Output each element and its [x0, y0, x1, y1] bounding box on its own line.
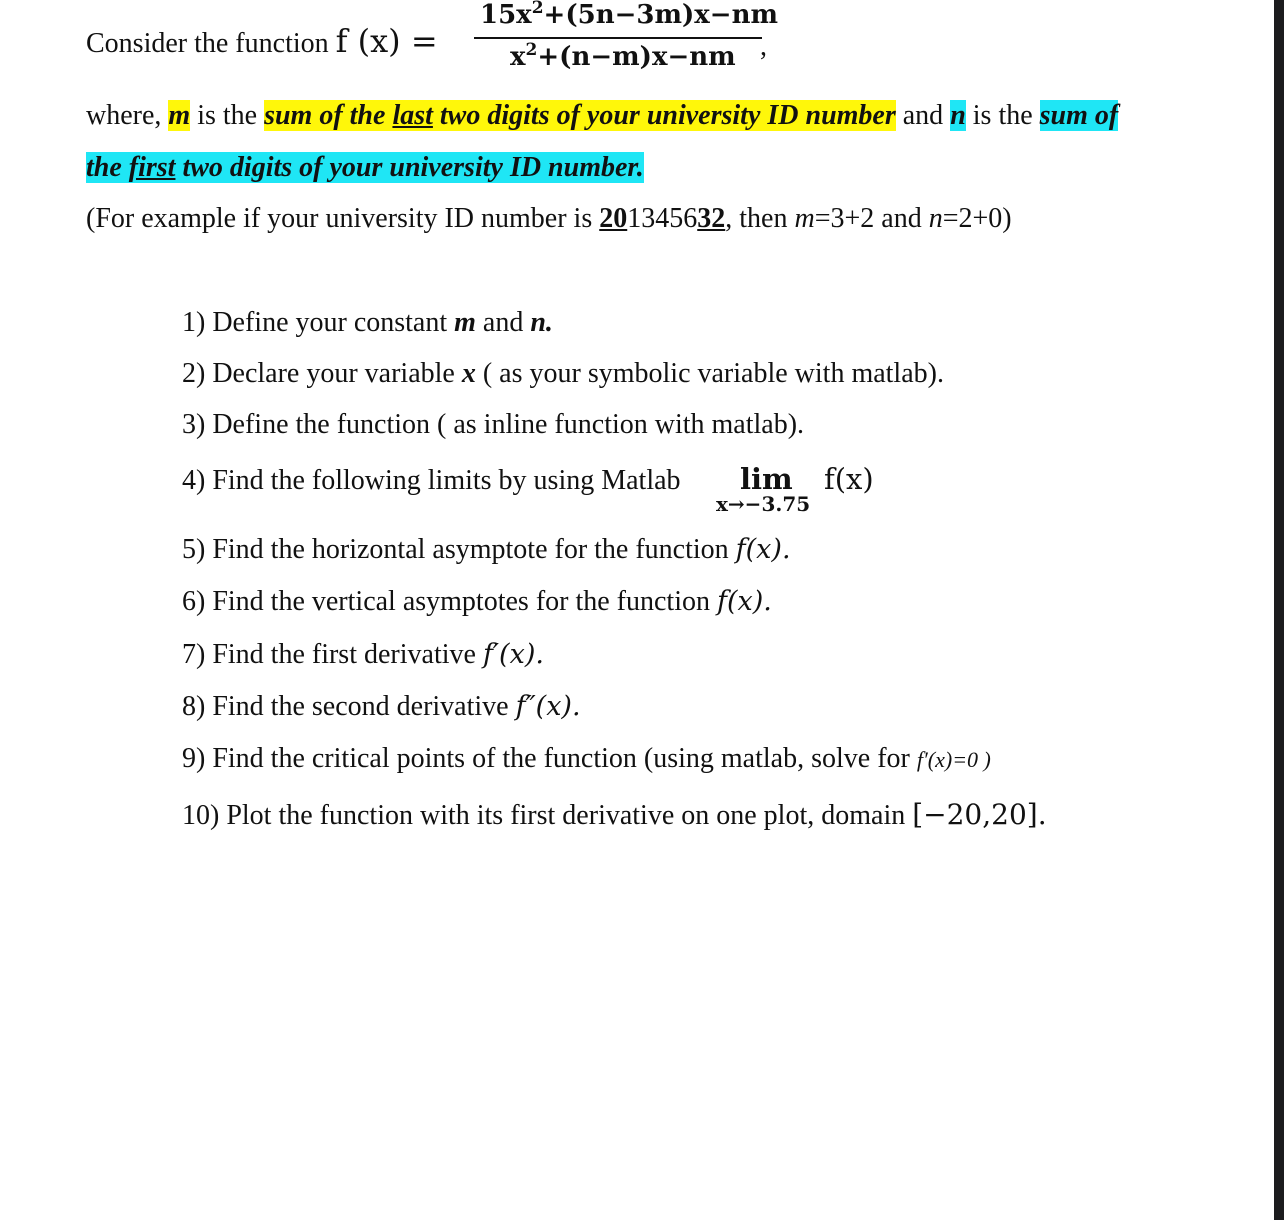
task-9 — [182, 742, 991, 777]
function-fraction — [474, 0, 779, 80]
function-lhs: f (x) = — [335, 22, 438, 60]
n-definition-highlight — [86, 152, 644, 183]
task-9-equation: f′(x)=0 ) — [916, 747, 991, 772]
example-n-value: =2+0) — [942, 203, 1012, 234]
id-first-digits: 20 — [599, 203, 628, 234]
where-text: where, — [86, 100, 162, 131]
task-5-fx: f(x). — [735, 534, 791, 565]
example-line — [86, 202, 1012, 236]
task-4-text: 4) Find the following limits by using Matlab — [182, 465, 681, 496]
id-last-digits: 32 — [697, 203, 726, 234]
task-2-text: 2) Declare your variable — [182, 358, 455, 389]
task-10-text: 10) Plot the function with its first derivative on one plot, domain — [182, 800, 906, 831]
task-1-n: n. — [530, 307, 553, 338]
where-is-the-2: is the — [972, 100, 1033, 131]
task-8 — [182, 690, 581, 724]
task-8-text: 8) Find the second derivative — [182, 691, 509, 722]
numerator-rest: +(5n−3m)x−nm — [543, 0, 779, 30]
denominator-lead: x — [510, 42, 526, 72]
numerator-lead: 15x — [480, 0, 532, 30]
task-1-m: m — [454, 307, 476, 338]
task-5 — [182, 533, 791, 567]
task-4 — [182, 464, 681, 498]
example-m-value: =3+2 and — [814, 203, 922, 234]
task-6-text: 6) Find the vertical asymptotes for the function — [182, 586, 710, 617]
task-7-text: 7) Find the first derivative — [182, 639, 476, 670]
where-and: and — [902, 100, 944, 131]
task-6 — [182, 585, 772, 619]
example-n: n — [928, 203, 943, 234]
n-def-part-2: two digits of your university ID number. — [182, 152, 644, 183]
m-definition-highlight — [264, 100, 896, 131]
task-3: 3) Define the function ( as inline function with matlab). — [182, 409, 805, 440]
where-line-2 — [86, 151, 644, 185]
n-symbol: n — [950, 100, 966, 131]
limit-expression — [712, 462, 912, 522]
limit-function: f(x) — [824, 462, 874, 496]
task-5-text: 5) Find the horizontal asymptote for the function — [182, 534, 729, 565]
task-9-text: 9) Find the critical points of the function (using matlab, solve for — [182, 743, 910, 774]
where-is-the-1: is the — [197, 100, 258, 131]
example-then: , then — [725, 203, 788, 234]
task-8-fdoubleprime: f″(x). — [515, 691, 581, 722]
task-2-rest: ( as your symbolic variable with matlab). — [482, 358, 944, 389]
id-middle-digits: 13456 — [627, 203, 698, 234]
task-1-and: and — [482, 307, 524, 338]
task-1-text: 1) Define your constant — [182, 307, 448, 338]
denominator-exponent: 2 — [525, 40, 538, 60]
numerator-exponent: 2 — [531, 0, 544, 18]
limit-subscript: x→−3.75 — [716, 492, 811, 516]
task-10-domain: [−20,20]. — [912, 798, 1047, 831]
task-7 — [182, 638, 544, 672]
n-def-part-1: sum of — [1039, 100, 1119, 131]
m-def-part-2: two digits of your university ID number — [439, 100, 896, 131]
task-10 — [182, 798, 1047, 833]
task-1 — [182, 306, 553, 340]
fraction-bar — [474, 37, 762, 39]
task-2-x: x — [461, 358, 476, 389]
limit-lim: lim — [740, 462, 793, 496]
denominator-rest: +(n−m)x−nm — [537, 42, 736, 72]
task-7-fprime: f′(x). — [482, 639, 544, 670]
m-def-last: last — [392, 100, 433, 131]
task-2 — [182, 357, 944, 391]
fraction-denominator — [510, 42, 736, 72]
function-intro — [86, 24, 438, 61]
example-text: (For example if your university ID number is — [86, 203, 593, 234]
where-line-1 — [86, 99, 1118, 133]
intro-lead: Consider the function — [86, 28, 329, 59]
n-def-first: first — [128, 152, 176, 183]
example-m: m — [794, 203, 815, 234]
n-def-the: the — [86, 152, 122, 183]
fraction-numerator — [480, 0, 778, 30]
m-symbol: m — [168, 100, 191, 131]
fraction-comma: , — [760, 31, 767, 62]
task-6-fx: f(x). — [716, 586, 772, 617]
m-def-part-1: sum of the — [264, 100, 386, 131]
